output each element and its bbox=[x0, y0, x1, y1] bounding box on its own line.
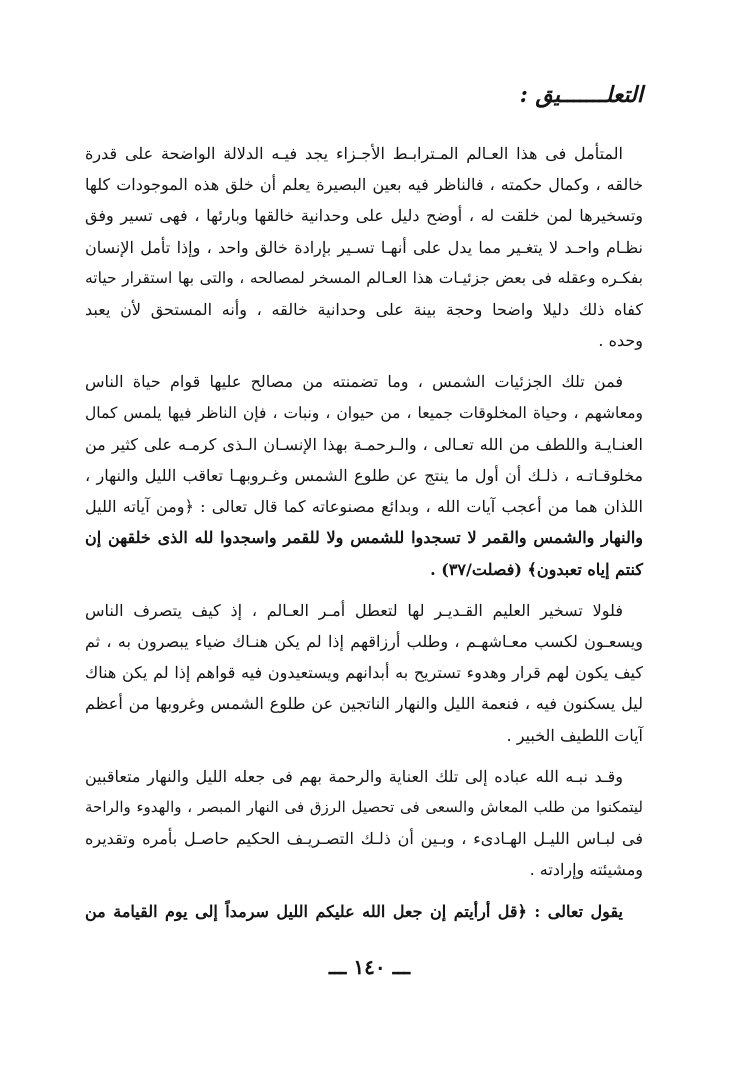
text-line: وحده . bbox=[598, 331, 643, 351]
text-line: فمن تلك الجزئيات الشمس ، وما تضمنته من مصالح عليها قوام حياة الناس bbox=[85, 372, 623, 392]
paragraph-1 bbox=[85, 138, 643, 356]
text-line: نظـام واحـد لا يتغـير مما يدل على أنهـا تسـير بإرادة خالق واحد ، وإذا تأمل الإنسان bbox=[85, 237, 643, 257]
page-number: ـــ ١٤٠ ـــ bbox=[328, 955, 411, 979]
quran-verse-line: والنهار والشمس والقمر لا تسجدوا للشمس ولا للقمر واسجدوا لله الذى خلقهن إن bbox=[85, 528, 643, 548]
paragraph-4 bbox=[85, 761, 643, 886]
text-line: وقـد نبـه الله عباده إلى تلك العناية والرحمة بهم فى جعله الليل والنهار متعاقبين bbox=[85, 766, 623, 786]
text-line: فلولا تسخير العليم القـديـر لها لتعطل أمـر العـالم ، إذ كيف يتصرف الناس bbox=[85, 600, 623, 620]
text-line: خالقه ، وكمال حكمته ، فالناظر فيه بعين البصيرة يعلم أن خلق هذه الموجودات كلها bbox=[85, 175, 643, 195]
text-line: ليتمكنوا من طلب المعاش والسعى فى تحصيل الرزق فى النهار المبصر ، والهدوء والراحة bbox=[85, 798, 643, 817]
text-line: المتأمل فى هذا العـالم المـترابـط الأجـزاء يجد فيـه الدلالة الواضحة على قدرة bbox=[85, 144, 623, 163]
text-line: مخلوقـاتـه ، ذلـك أن أول ما ينتج عن طلوع الشمس وغـروبهـا تعاقب الليل والنهار ، bbox=[85, 466, 643, 486]
paragraph-5 bbox=[85, 896, 643, 927]
text-line: العنـايـة واللطف من الله تعـالى ، والـرحمـة بهذا الإنسـان الـذى كرمـه على كثير من bbox=[85, 434, 643, 454]
text-line: ليل يسكنون فيه ، فنعمة الليل والنهار الناتجين عن طلوع الشمس وغروبها من أعظم bbox=[85, 694, 643, 714]
quran-verse-line: كنتم إياه تعبدون﴾ (فصلت/٣٧) . bbox=[430, 559, 643, 579]
text-line: بفكـره وعقله فى بعض جزئيـات هذا العـالم المسخر لمصالحه ، والتى بها استقرار حياته bbox=[85, 268, 643, 287]
text-line: آيات اللطيف الخبير . bbox=[506, 725, 643, 745]
body-text bbox=[85, 138, 643, 937]
quran-verse-line: يقول تعالى : ﴿قل أرأيتم إن جعل الله عليكم الليل سرمداً إلى يوم القيامة من bbox=[85, 901, 623, 921]
text-line: كيف يكون لهم قرار وهدوء تستريح به أبدانهم ويستعيدون فيه قواهم إذا لم يكن هناك bbox=[85, 663, 643, 683]
paragraph-2 bbox=[85, 366, 643, 584]
text-line: فى لبـاس الليـل الهـادىء ، وبـين أن ذلـك التصـريـف الحكيم حاصـل بأمره وتقديره bbox=[85, 829, 643, 849]
text-line: اللذان هما من أعجب آيات الله ، وبدائع مصنوعاته كما قال تعالى : ﴿ومن آياته الليل bbox=[85, 497, 643, 517]
paragraph-3 bbox=[85, 595, 643, 751]
text-line: ومعاشهم ، وحياة المخلوقات جميعا ، من حيوان ، ونبات ، فإن الناظر فيها يلمس كمال bbox=[85, 403, 643, 422]
text-line: ومشيئته وإرادته . bbox=[529, 860, 643, 880]
text-line: وتسخيرها لمن خلقت له ، أوضح دليل على وحدانية خالقها وبارئها ، فهى تسير وفق bbox=[85, 206, 643, 226]
text-line: كفاه ذلك دليلا واضحا وحجة بينة على وحدانية خالقه ، وأنه المستحق لأن يعبد bbox=[85, 300, 643, 320]
text-line: ويسعـون لكسب معـاشهـم ، وطلب أرزاقهم إذا لم يكن هنـاك ضياء يبصرون به ، ثم bbox=[85, 632, 643, 652]
section-heading: التعلـــــــيق : bbox=[519, 82, 643, 108]
